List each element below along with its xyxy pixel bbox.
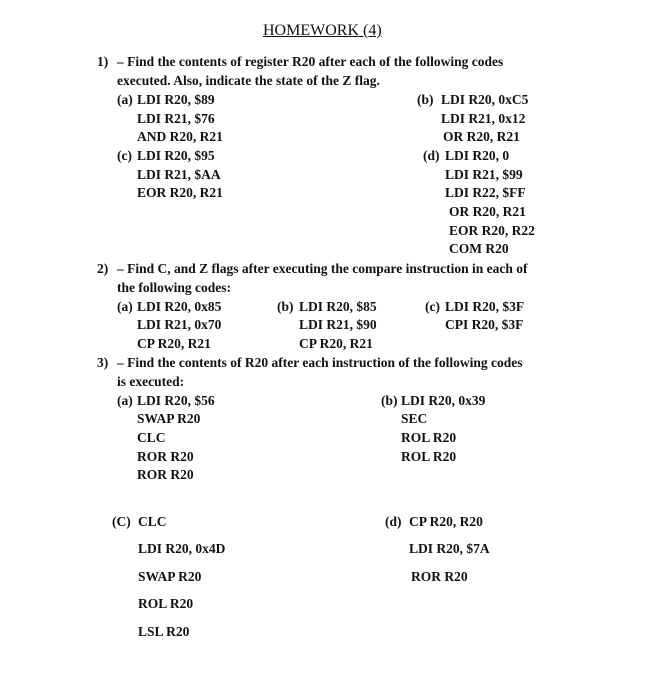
q3b-label: (b) — [381, 393, 398, 408]
q1a-line: LDI R21, $76 — [137, 111, 215, 126]
q3c-line: ROL R20 — [138, 596, 194, 611]
q3a-line: ROR R20 — [137, 467, 194, 482]
q2b-line: LDI R21, $90 — [299, 317, 377, 332]
page-title: HOMEWORK (4) — [263, 22, 382, 39]
q3-prompt-line2: is executed: — [117, 374, 185, 389]
q1c-line: EOR R20, R21 — [137, 185, 223, 200]
q3a-line: SWAP R20 — [137, 411, 201, 426]
q3a-label: (a) — [117, 393, 133, 408]
q2c-label: (c) — [425, 299, 440, 314]
q2c-line: LDI R20, $3F — [445, 299, 525, 314]
q3d-label: (d) — [385, 514, 402, 529]
q3-prompt-line1: – Find the contents of R20 after each instruction of the following codes — [117, 355, 523, 370]
q3c-line: LSL R20 — [138, 624, 190, 639]
q1-number: 1) — [97, 54, 109, 69]
q1b-label: (b) — [417, 92, 434, 107]
q1b-line: OR R20, R21 — [443, 129, 520, 144]
q2-prompt-line2: the following codes: — [117, 280, 231, 295]
q2b-label: (b) — [277, 299, 294, 314]
q2-number: 2) — [97, 261, 109, 276]
q3-number: 3) — [97, 355, 109, 370]
q1b-line: LDI R20, 0xC5 — [441, 92, 529, 107]
q3d-line: ROR R20 — [411, 569, 468, 584]
q3c-line: CLC — [138, 514, 167, 529]
q1a-label: (a) — [117, 92, 133, 107]
q2a-line: CP R20, R21 — [137, 336, 211, 351]
q3a-line: LDI R20, $56 — [137, 393, 215, 408]
q3b-line: ROL R20 — [401, 449, 457, 464]
q1d-label: (d) — [423, 148, 440, 163]
q3a-line: CLC — [137, 430, 166, 445]
q3c-line: LDI R20, 0x4D — [138, 541, 226, 556]
q3d-line: CP R20, R20 — [409, 514, 483, 529]
q3a-line: ROR R20 — [137, 449, 194, 464]
q1c-line: LDI R21, $AA — [137, 167, 221, 182]
q3d-line: LDI R20, $7A — [409, 541, 490, 556]
q1d-line: COM R20 — [449, 241, 509, 256]
q1a-line: AND R20, R21 — [137, 129, 223, 144]
q1c-label: (c) — [117, 148, 132, 163]
q2b-line: LDI R20, $85 — [299, 299, 377, 314]
q2a-line: LDI R21, 0x70 — [137, 317, 222, 332]
q2-prompt-line1: – Find C, and Z flags after executing the compare instruction in each of — [117, 261, 528, 276]
q3b-line: ROL R20 — [401, 430, 457, 445]
q1-prompt-line1: – Find the contents of register R20 after each of the following codes — [117, 54, 504, 69]
q3c-label: (C) — [112, 514, 131, 529]
q1-prompt-line2: executed. Also, indicate the state of the Z flag. — [117, 73, 380, 88]
q2c-line: CPI R20, $3F — [445, 317, 524, 332]
q1a-line: LDI R20, $89 — [137, 92, 215, 107]
q3c-line: SWAP R20 — [138, 569, 202, 584]
q1d-line: LDI R20, 0 — [445, 148, 510, 163]
q1d-line: OR R20, R21 — [449, 204, 526, 219]
q1c-line: LDI R20, $95 — [137, 148, 215, 163]
q3b-line: LDI R20, 0x39 — [401, 393, 486, 408]
q3b-line: SEC — [401, 411, 428, 426]
q1d-line: EOR R20, R22 — [449, 223, 535, 238]
q2b-line: CP R20, R21 — [299, 336, 373, 351]
q1d-line: LDI R21, $99 — [445, 167, 523, 182]
q2a-label: (a) — [117, 299, 133, 314]
q2a-line: LDI R20, 0x85 — [137, 299, 222, 314]
q1b-line: LDI R21, 0x12 — [441, 111, 526, 126]
q1d-line: LDI R22, $FF — [445, 185, 526, 200]
